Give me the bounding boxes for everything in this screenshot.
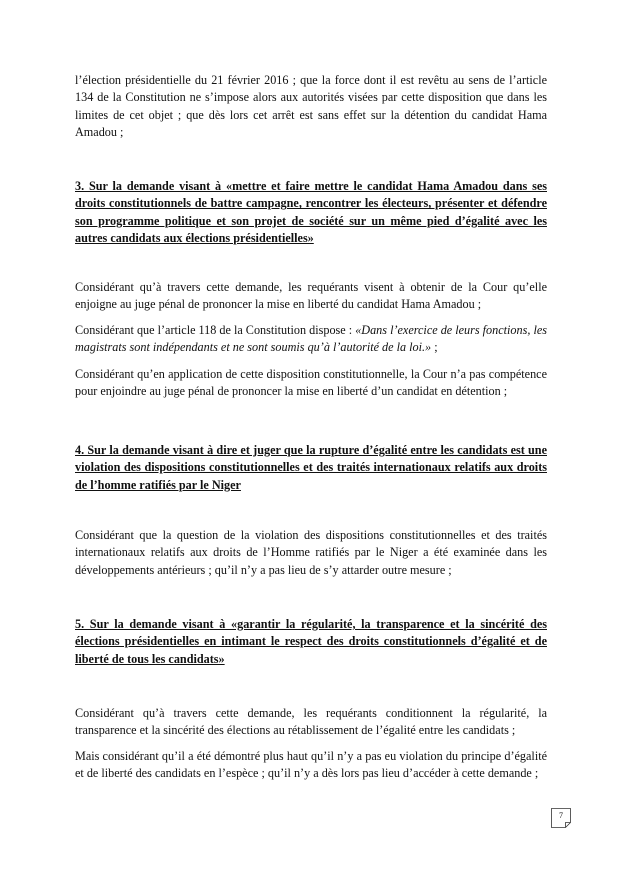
section-3-p2-lead: Considérant que l’article 118 de la Constitution dispose :	[75, 323, 356, 337]
section-3-p3-text: Considérant qu’en application de cette disposition constitutionnelle, la Cour n’a pas compétence pour enjoindre au juge pénal de prononcer la mise en liberté d’un candidat en détention ;	[75, 367, 547, 399]
section-4-heading	[75, 442, 547, 494]
page-number-badge	[551, 808, 571, 828]
section-4-p1-text: Considérant que la question de la violation des dispositions constitutionnelles et des traités internationaux relatifs aux droits de l’Homme ratifiés par le Niger a été examinée dans les développements antérieurs ; qu’il n’y a pas lieu de s’y attarder outre mesure ;	[75, 528, 547, 577]
section-5-p2-text: Mais considérant qu’il a été démontré plus haut qu’il n’y a pas eu violation du principe d’égalité et de liberté des candidats en l’espèce ; qu’il n’y a dès lors pas lieu d’accéder à cette demande ;	[75, 749, 547, 781]
section-3-paragraph-1	[75, 279, 547, 314]
intro-text: l’élection présidentielle du 21 février 2016 ; que la force dont il est revêtu au sens de l’article 134 de la Constitution ne s’impose alors aux autorités visées par cette disposition que dans les limites de cet objet ; que dès lors cet arrêt est sans effet sur la détention du candidat Hama Amadou ;	[75, 73, 547, 140]
section-3-paragraph-2	[75, 322, 547, 357]
page-number: 7	[559, 811, 563, 820]
section-5-p1-text: Considérant qu’à travers cette demande, les requérants conditionnent la régularité, la transparence et la sincérité des élections au rétablissement de l’égalité entre les candidats ;	[75, 706, 547, 738]
section-4-heading-text: 4. Sur la demande visant à dire et juger que la rupture d’égalité entre les candidats est une violation des dispositions constitutionnelles et des traités internationaux relatifs aux droits de l’homme ratifiés par le Niger	[75, 443, 547, 492]
section-3-p2-quote: «Dans l’exercice de leurs fonctions, les magistrats sont indépendants et ne sont soumis qu’à l’autorité de la loi.»	[75, 323, 547, 355]
section-3-p2-tail: ;	[431, 340, 438, 355]
section-5-paragraph-2	[75, 748, 547, 783]
section-5-paragraph-1	[75, 705, 547, 740]
section-5-heading	[75, 616, 547, 668]
section-4-paragraph-1	[75, 527, 547, 579]
section-3-heading	[75, 178, 547, 248]
intro-paragraph	[75, 72, 547, 142]
section-3-p1-text: Considérant qu’à travers cette demande, les requérants visent à obtenir de la Cour qu’elle enjoigne au juge pénal de prononcer la mise en liberté du candidat Hama Amadou ;	[75, 280, 547, 312]
section-5-heading-text: 5. Sur la demande visant à «garantir la régularité, la transparence et la sincérité des élections présidentielles en intimant le respect des droits constitutionnels d’égalité et de liberté de tous les candidats»	[75, 617, 547, 666]
section-3-paragraph-3	[75, 366, 547, 401]
section-3-heading-text: 3. Sur la demande visant à «mettre et faire mettre le candidat Hama Amadou dans ses droits constitutionnels de battre campagne, rencontrer les électeurs, présenter et défendre son programme politique et son projet de société sur un même pied d’égalité avec les autres candidats aux élections présidentielles»	[75, 179, 547, 246]
